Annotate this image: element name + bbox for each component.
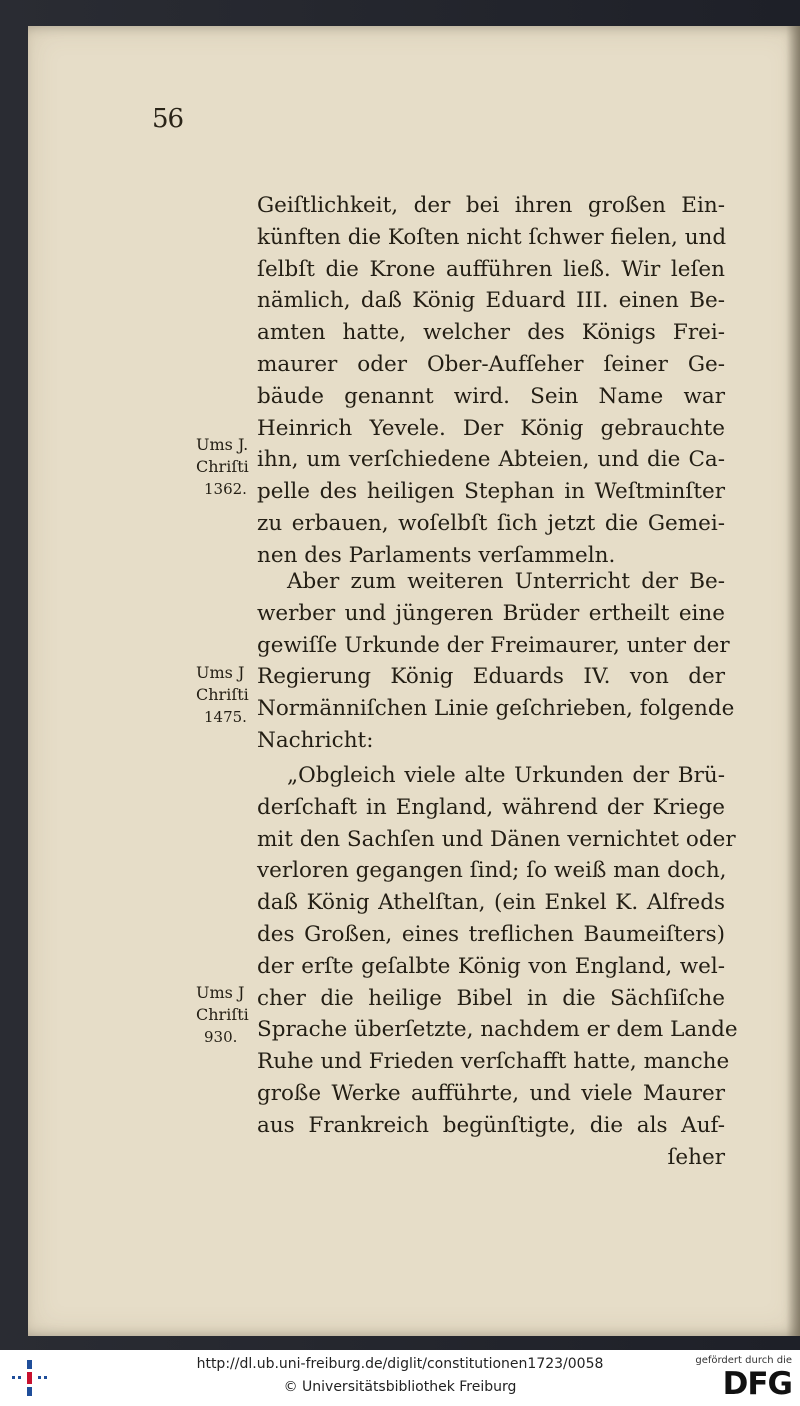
text-line: nämlich, daß König Eduard III. einen Be- [257,288,725,314]
text-line: des Großen, eines treflichen Baumeiſters) [257,921,725,947]
margin-note-sub: Chriſti [196,1005,249,1024]
margin-note-year: 1362. [204,480,247,498]
margin-note-1475 [196,662,272,728]
text-line: maurer oder Ober-Aufſeher ſeiner Ge- [257,351,725,377]
margin-note-sub: Chriſti [196,685,249,704]
margin-note-1362 [196,434,272,500]
text-line: bäude genannt wird. Sein Name war [257,383,725,409]
text-line: derſchaft in England, während der Kriege [257,794,725,820]
text-line: mit den Sachſen und Dänen vernichtet oder [257,826,736,852]
text-line: Geiſtlichkeit, der bei ihren großen Ein- [257,193,725,218]
dfg-logo: DFG [722,1366,792,1402]
text-line: gewiſſe Urkunde der Freimaurer, unter der [257,632,730,658]
text-line: künften die Koſten nicht ſchwer fielen, und [257,224,727,250]
paragraph-3 [257,760,738,1173]
copyright-text: © Universitätsbibliothek Freiburg [283,1379,517,1395]
margin-note-year: 1475. [204,708,247,726]
text-line: amten hatte, welcher des Königs Frei- [257,320,725,346]
text-line: pelle des heiligen Stephan in Weſtminſter [257,479,725,505]
text-line: Aber zum weiteren Unterricht der Be- [287,569,725,594]
text-line: werber und jüngeren Brüder ertheilt eine [257,600,725,626]
page-number: 56 [152,104,184,134]
margin-note-year: 930. [204,1028,238,1046]
margin-note-label: Ums J [196,663,245,682]
viewer-footer [0,1350,800,1406]
text-line: Nachricht: [257,727,374,753]
margin-note-label: Ums J. [196,435,249,454]
paragraph-1 [257,190,725,572]
paragraph-2 [257,566,735,757]
margin-note-sub: Chriſti [196,457,249,476]
text-line: Sprache überſetzte, nachdem er dem Lande [257,1017,738,1043]
text-line: cher die heilige Bibel in die Sächſiſche [257,985,725,1011]
page-edge-shadow [786,26,800,1336]
text-line: Ruhe und Frieden verſchafft hatte, manche [257,1049,730,1075]
text-line: große Werke aufführte, und viele Maurer [257,1080,725,1106]
text-line: Normänniſchen Linie geſchrieben, folgende [257,696,735,722]
text-line: ihn, um verſchiedene Abteien, und die Ca- [257,447,725,473]
text-line: daß König Athelſtan, (ein Enkel K. Alfreds [257,890,725,916]
text-line: „Obgleich viele alte Urkunden der Brü- [287,763,725,788]
margin-note-930 [196,982,272,1048]
text-line: Regierung König Eduards IV. von der [257,664,725,690]
text-line: nen des Parlaments verſammeln. [257,542,616,568]
margin-note-label: Ums J [196,983,245,1002]
text-line: aus Frankreich begünſtigte, die als Auf- [257,1112,725,1138]
text-line: verloren gegangen ſind; ſo weiß man doch, [257,858,727,884]
text-line: der erſte geſalbte König von England, wel- [257,953,725,979]
text-line: Heinrich Yevele. Der König gebrauchte [257,415,725,441]
catchword: ſeher [667,1144,725,1170]
text-line: ſelbſt die Krone aufführen ließ. Wir leſen [257,256,725,282]
text-line: zu erbauen, woſelbſt ſich jetzt die Gemei- [257,510,725,536]
funder-text: gefördert durch die [695,1355,792,1366]
permalink-url[interactable]: http://dl.ub.uni-freiburg.de/diglit/constitutionen1723/0058 [196,1356,604,1372]
